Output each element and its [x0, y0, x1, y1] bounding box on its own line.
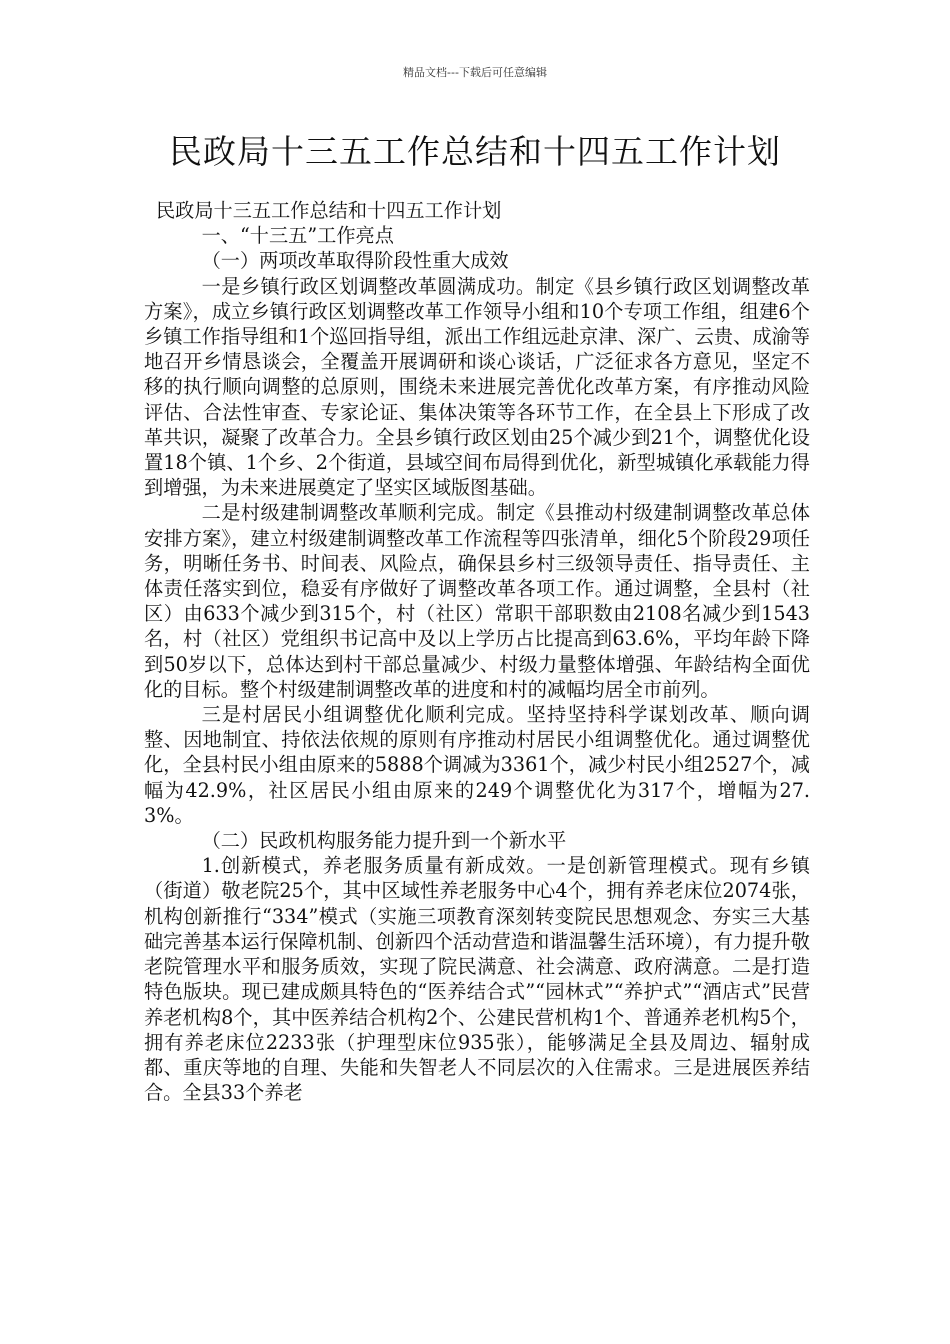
- subsection-heading: （一）两项改革取得阶段性重大成效: [201, 249, 509, 273]
- document-subtitle: 民政局十三五工作总结和十四五工作计划: [156, 199, 502, 222]
- document-title: 民政局十三五工作总结和十四五工作计划: [169, 132, 781, 171]
- body-paragraph: 三是村居民小组调整优化顺利完成。坚持坚持科学谋划改革、顺向调整、因地制宜、持依法依规的原则有序推动村居民小组调整优化。通过调整优化，全县村民小组由原来的5888个调减为3361个，减少村民小组2527个，减幅为42.9%，社区居民小组由原来的249个调整优化为317个，增幅为27.3%。: [144, 703, 810, 827]
- body-paragraph: 1.创新模式，养老服务质量有新成效。一是创新管理模式。现有乡镇（街道）敬老院25个，其中区域性养老服务中心4个，拥有养老床位2074张，机构创新推行“334”模式（实施三项教育深刻转变院民思想观念、夯实三大基础完善基本运行保障机制、创新四个活动营造和谐温馨生活环境），有力提升敬老院管理水平和服务质效，实现了院民满意、社会满意、政府满意。二是打造特色版块。现已建成颇具特色的“医养结合式”“园林式”“养护式”“酒店式”民营养老机构8个，其中医养结合机构2个、公建民营机构1个、普通养老机构5个，拥有养老床位2233张（护理型床位935张），能够满足全县及周边、辐射成都、重庆等地的自理、失能和失智老人不同层次的入住需求。三是进展医养结合。全县33个养老: [144, 854, 810, 1105]
- body-paragraph: 一是乡镇行政区划调整改革圆满成功。制定《县乡镇行政区划调整改革方案》，成立乡镇行政区划调整改革工作领导小组和10个专项工作组，组建6个乡镇工作指导组和1个巡回指导组，派出工作组远赴京津、深广、云贵、成渝等地召开乡情恳谈会，全覆盖开展调研和谈心谈话，广泛征求各方意见，坚定不移的执行顺向调整的总原则，围绕未来进展完善优化改革方案，有序推动风险评估、合法性审查、专家论证、集体决策等各环节工作，在全县上下形成了改革共识，凝聚了改革合力。全县乡镇行政区划由25个减少到21个，调整优化设置18个镇、1个乡、2个街道，县域空间布局得到优化，新型城镇化承载能力得到增强，为未来进展奠定了坚实区域版图基础。: [144, 274, 810, 500]
- section-heading: 一、“十三五”工作亮点: [201, 224, 394, 248]
- document-body: [144, 198, 810, 1105]
- body-paragraph: 二是村级建制调整改革顺利完成。制定《县推动村级建制调整改革总体安排方案》，建立村级建制调整改革工作流程等四张清单，细化5个阶段29项任务，明晰任务书、时间表、风险点，确保县乡村三级领导责任、指导责任、主体责任落实到位，稳妥有序做好了调整改革各项工作。通过调整，全县村（社区）由633个减少到315个，村（社区）常职干部职数由2108名减少到1543名，村（社区）党组织书记高中及以上学历占比提高到63.6%，平均年龄下降到50岁以下，总体达到村干部总量减少、村级力量整体增强、年龄结构全面优化的目标。整个村级建制调整改革的进度和村的减幅均居全市前列。: [144, 501, 811, 701]
- subsection-heading: （二）民政机构服务能力提升到一个新水平: [201, 829, 567, 853]
- page-header-note: 精品文档---下载后可任意编辑: [403, 66, 547, 79]
